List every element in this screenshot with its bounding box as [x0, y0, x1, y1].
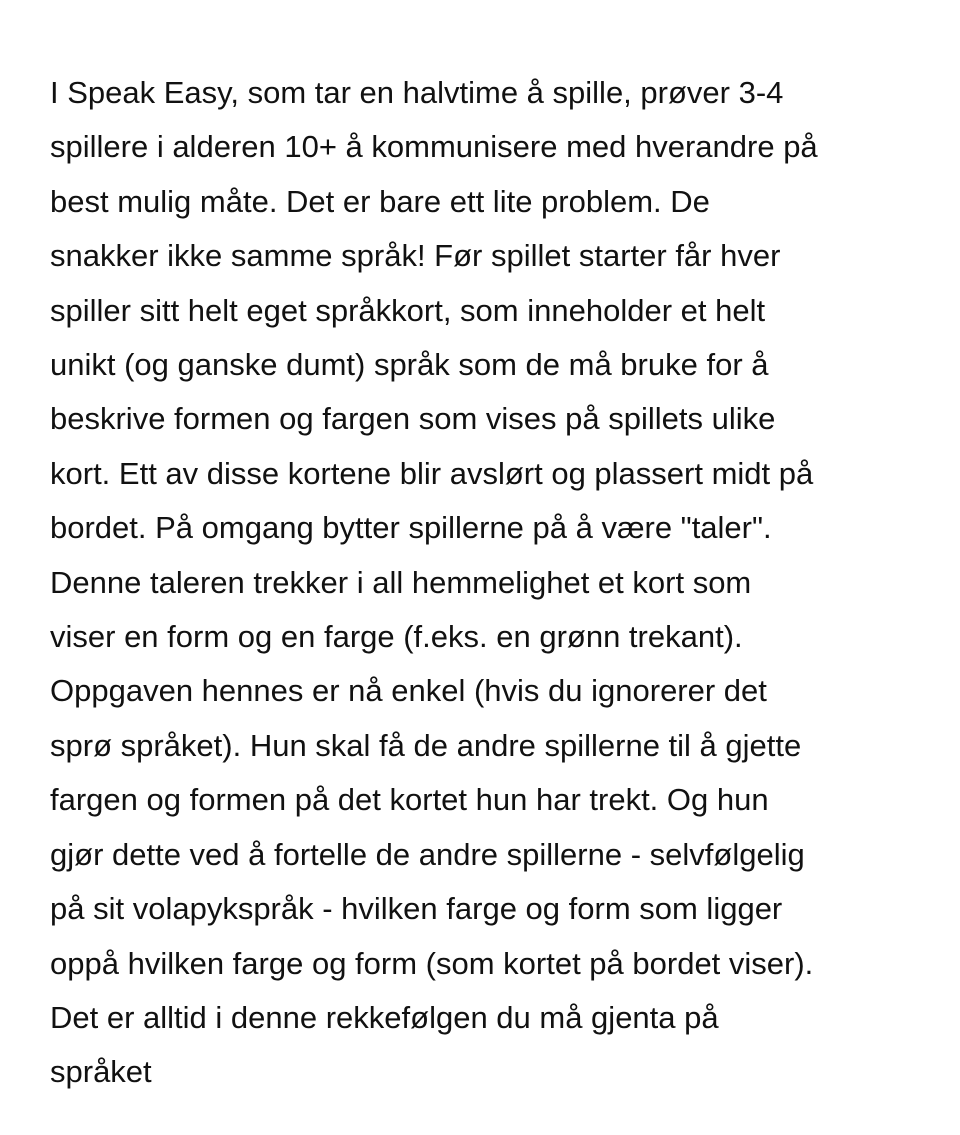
- text-line: best mulig måte. Det er bare ett lite problem. De: [50, 183, 710, 219]
- text-line: språket: [50, 1054, 152, 1090]
- text-line: I Speak Easy, som tar en halvtime å spille, prøver 3-4: [50, 75, 784, 110]
- text-line: spiller sitt helt eget språkkort, som inneholder et helt: [50, 292, 766, 328]
- text-line: unikt (og ganske dumt) språk som de må bruke for å: [50, 347, 769, 383]
- text-line: spillere i alderen 10+ å kommunisere med hverandre på: [50, 129, 818, 165]
- text-line: sprø språket). Hun skal få de andre spillerne til å gjette: [50, 727, 802, 763]
- text-line: snakker ikke samme språk! Før spillet starter får hver: [50, 238, 781, 274]
- text-line: bordet. På omgang bytter spillerne på å være "taler".: [50, 510, 772, 546]
- text-line: oppå hvilken farge og form (som kortet på bordet viser).: [50, 945, 814, 981]
- text-line: gjør dette ved å fortelle de andre spillerne - selvfølgelig: [50, 836, 805, 872]
- text-line: Denne taleren trekker i all hemmelighet et kort som: [50, 564, 752, 600]
- text-line: på sit volapykspråk - hvilken farge og form som ligger: [50, 891, 783, 927]
- text-line: viser en form og en farge (f.eks. en grønn trekant).: [50, 619, 743, 655]
- body-paragraph: [50, 66, 960, 1100]
- text-line: fargen og formen på det kortet hun har trekt. Og hun: [50, 782, 769, 818]
- text-line: kort. Ett av disse kortene blir avslørt og plassert midt på: [50, 455, 814, 491]
- text-line: Det er alltid i denne rekkefølgen du må gjenta på: [50, 999, 719, 1035]
- text-line: Oppgaven hennes er nå enkel (hvis du ignorerer det: [50, 673, 767, 709]
- text-line: beskrive formen og fargen som vises på spillets ulike: [50, 401, 776, 437]
